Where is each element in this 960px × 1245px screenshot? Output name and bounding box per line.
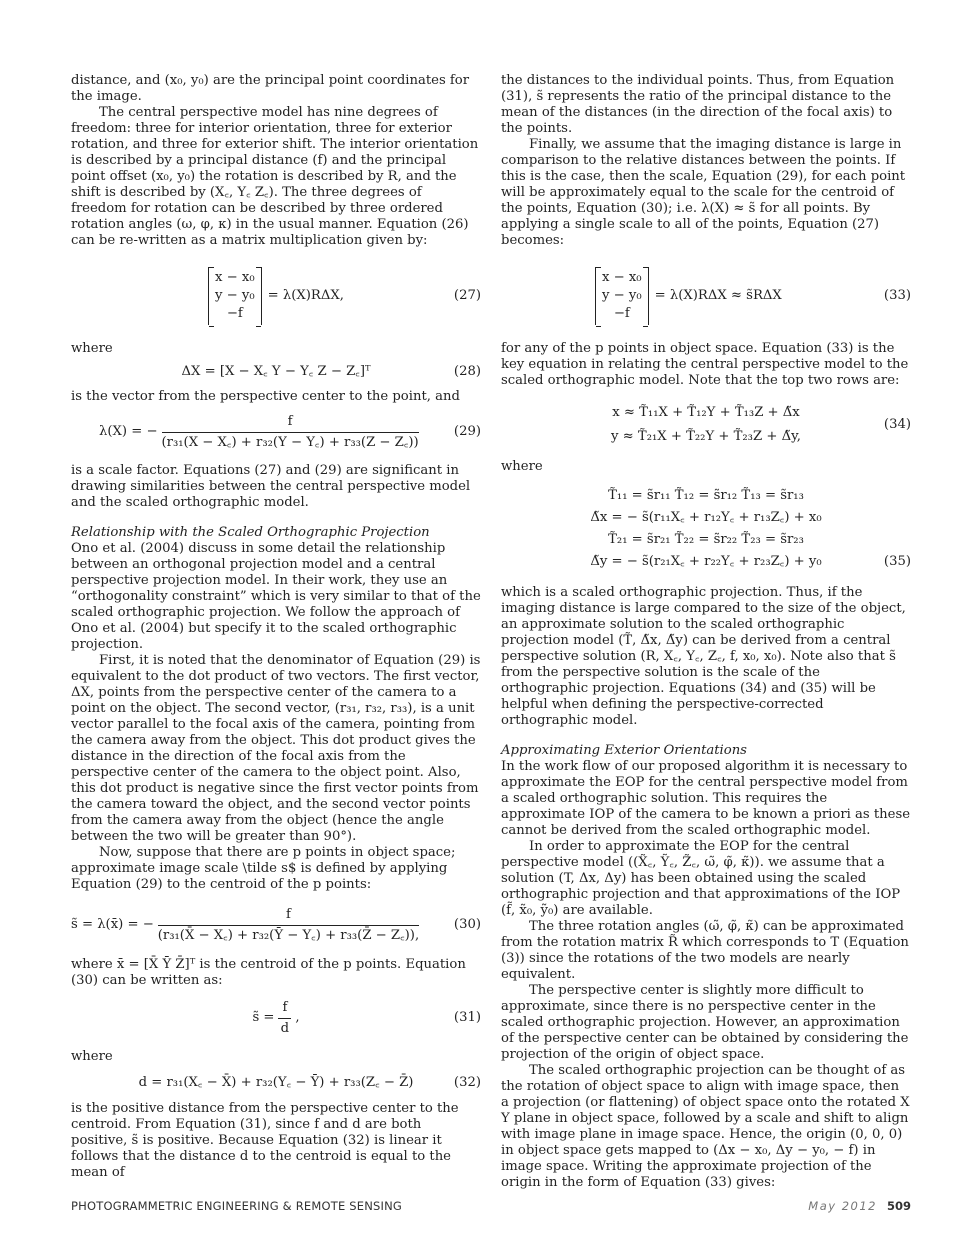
equation-number: (29) — [453, 424, 481, 439]
paragraph: the distances to the individual points. Thus, from Equation (31), s̃ represents the ratio of the principal distance to the mean of the distances (in the direction of the focal axis) to the points. — [501, 73, 895, 136]
paragraph: is the vector from the perspective center to the point, and — [71, 389, 460, 404]
journal-name: PHOTOGRAMMETRIC ENGINEERING & REMOTE SENSING — [71, 1199, 403, 1213]
matrix-row: x − x₀ — [215, 270, 255, 285]
paragraph: is the positive distance from the perspective center to the centroid. From Equation (31), since f and d are both positive, s̃ is positive. Because Equation (32) is linear it follows that the distance d to the centroid is equal to the mean of — [71, 1101, 459, 1180]
fraction — [158, 907, 419, 944]
equation-number: (33) — [883, 288, 911, 303]
equation-lhs: s̃ = λ(x̄) = − — [71, 917, 154, 932]
equation-rhs: = λ(X)RΔX, — [267, 288, 344, 303]
paragraph: The perspective center is slightly more difficult to approximate, since there is no perspective center in the scaled orthographic projection. However, an approximation of the perspective center can be obtained by considering the projection of the origin of object space. — [501, 983, 909, 1062]
paragraph: First, it is noted that the denominator of Equation (29) is equivalent to the dot product of two vectors. The first vector, ΔX, points from the perspective center of the camera to a point on the object. The second vector, (r₃₁, r₃₂, r₃₃), is a unit vector parallel to the focal axis of the camera, pointing from the camera away from the object. This dot product gives the distance in the direction of the focal axis from the perspective center of the camera to the object point. Also, this dot product is negative since the first vector points from the camera toward the object, and the second vector points from the camera away from the object (hence the angle between the two will be greater than 90°). — [71, 653, 481, 844]
equation-number: (35) — [883, 553, 911, 569]
paragraph: Ono et al. (2004) discuss in some detail the relationship between an orthogonal projection model and a central perspective projection model. In their work, they use an “orthogonality constraint” which is very similar to that of the scaled orthographic projection. We follow the approach of Ono et al. (2004) but specify it to the scaled orthographic projection. — [71, 541, 481, 652]
where-label: where — [71, 1049, 113, 1064]
section-heading: Relationship with the Scaled Orthographic Projection — [71, 525, 430, 540]
equation-number: (31) — [453, 1010, 481, 1025]
paragraph: Now, suppose that there are p points in object space; approximate image scale \tilde s$ is defined by applying Equation (29) to the centroid of the p points: — [71, 845, 456, 892]
paragraph: where x̄ = [X̄ Ȳ Z̄]ᵀ is the centroid of the p points. Equation (30) can be written as: — [71, 957, 466, 988]
equation-line: T̃₂₁ = s̃r₂₁ T̃₂₂ = s̃r₂₂ T̃₂₃ = s̃r₂₃ — [608, 532, 804, 547]
equation-lines — [611, 405, 801, 445]
paragraph: distance, and (x₀, y₀) are the principal point coordinates for the image. — [71, 73, 470, 104]
equation-rhs: = λ(X)RΔX ≈ s̃RΔX — [654, 288, 782, 303]
right-column — [501, 73, 911, 1191]
equation-30 — [71, 901, 481, 949]
equation-tail: , — [295, 1010, 300, 1025]
equation-lhs: s̃ = — [252, 1010, 275, 1025]
equation-33 — [501, 263, 911, 329]
equation-number: (34) — [883, 417, 911, 432]
equation-27 — [71, 263, 481, 329]
numerator: f — [278, 1000, 291, 1019]
equation-body: d = r₃₁(X꜀ − X̄) + r₃₂(Y꜀ − Ȳ) + r₃₃(Z꜀ − Z̄) — [138, 1075, 414, 1090]
equation-number: (30) — [453, 917, 481, 932]
equation-body: ΔX = [X − X꜀ Y − Y꜀ Z − Z꜀]ᵀ — [181, 364, 371, 379]
equation-lines — [590, 488, 821, 570]
matrix-row: −f — [613, 306, 630, 321]
equation-line: T̃₁₁ = s̃r₁₁ T̃₁₂ = s̃r₁₂ T̃₁₃ = s̃r₁₃ — [608, 488, 804, 503]
paragraph: The scaled orthographic projection can be thought of as the rotation of object space to align with image space, then a projection (or flattening) of object space onto the rotated X Y plane in object space, followed by a scale and shift to align with image plane in image space. Hence, the origin (0, 0, 0) in object space gets mapped to (Δx − x₀, Δy − y₀, − f) in image space. Writing the approximate projection of the origin in the form of Equation (33) gives: — [501, 1063, 910, 1190]
where-label: where — [501, 459, 543, 474]
equation-lhs: λ(X) = − — [99, 424, 158, 439]
page-number: 509 — [886, 1199, 911, 1213]
paragraph: which is a scaled orthographic projection. Thus, if the imaging distance is large compared to the size of the object, an approximate solution to the scaled orthographic projection model (T̃, Δ̃x, Δ̃y) can be derived from a central perspective solution (R, X꜀, Y꜀, Z꜀, f, x₀, x₀). Note also that s̃ from the perspective solution is the scale of the orthographic projection. Equations (34) and (35) will be helpful when defining the perspective-corrected orthographic model. — [501, 585, 906, 728]
paragraph: for any of the p points in object space. Equation (33) is the key equation in relating the central perspective model to the scaled orthographic model. Note that the top two rows are: — [501, 341, 909, 388]
equation-31 — [71, 993, 481, 1043]
matrix — [208, 267, 262, 325]
left-column — [71, 73, 481, 1181]
equation-line: Δ̃y = − s̃(r₂₁X꜀ + r₂₂Y꜀ + r₂₃Z꜀) + y₀ — [590, 554, 822, 569]
equation-line: Δ̃x = − s̃(r₁₁X꜀ + r₁₂Y꜀ + r₁₃Z꜀) + x₀ — [590, 510, 822, 525]
equation-32 — [71, 1071, 481, 1095]
issue-date: May 2012 — [808, 1199, 877, 1213]
matrix — [595, 267, 649, 325]
paragraph: In the work flow of our proposed algorithm it is necessary to approximate the EOP for the central perspective model from a scaled orthographic solution. This requires the approximate IOP of the camera to be known a priori as these cannot be derived from the scaled orthographic model. — [501, 759, 911, 838]
section-heading: Approximating Exterior Orientations — [501, 743, 747, 758]
fraction — [162, 414, 419, 451]
numerator: f — [158, 907, 419, 926]
paragraph: is a scale factor. Equations (27) and (29) are significant in drawing similarities between the central perspective model and the scaled orthographic model. — [71, 463, 471, 510]
paragraph: The central perspective model has nine degrees of freedom: three for interior orientation, three for exterior rotation, and three for exterior shift. The interior orientation is described by a principal distance (f) and the principal point offset (x₀, y₀) the rotation is described by R, and the shift is described by (X꜀, Y꜀ Z꜀). The three degrees of freedom for rotation can be described by three ordered rotation angles (ω, φ, κ) in the usual manner. Equation (26) can be re-written as a matrix multiplication given by: — [71, 105, 479, 248]
matrix-row: y − y₀ — [215, 288, 255, 303]
denominator: d — [280, 1020, 290, 1036]
page-footer — [71, 1199, 911, 1217]
equation-line: y ≈ T̃₂₁X + T̃₂₂Y + T̃₂₃Z + Δ̃y, — [611, 429, 801, 444]
where-label: where — [71, 341, 113, 356]
equation-number: (27) — [453, 288, 481, 303]
equation-28 — [71, 361, 481, 383]
equation-number: (32) — [453, 1075, 481, 1090]
paragraph: In order to approximate the EOP for the central perspective model ((X̃꜀, Ỹ꜀, Z̃꜀, ω̃, φ̃, κ̃)). we assume that a solution (T, Δx, Δy) has been obtained using the scaled orthographic projection and that approximations of the IOP (f̃, x̃₀, ỹ₀) are available. — [501, 839, 901, 918]
numerator: f — [162, 414, 419, 433]
equation-35 — [501, 481, 911, 577]
matrix-row: y − y₀ — [602, 288, 642, 303]
equation-line: x ≈ T̃₁₁X + T̃₁₂Y + T̃₁₃Z + Δ̃x — [612, 405, 800, 420]
fraction — [278, 1000, 291, 1037]
matrix-row: −f — [226, 306, 243, 321]
equation-29 — [71, 409, 481, 455]
paragraph: Finally, we assume that the imaging distance is large in comparison to the relative distances between the points. If this is the case, then the scale, Equation (29), for each point will be approximately equal to the scale for the centroid of the points, Equation (30); i.e. λ(X) ≈ s̃ for all points. By applying a single scale to all of the points, Equation (27) becomes: — [501, 137, 906, 248]
equation-number: (28) — [453, 364, 481, 379]
denominator: (r₃₁(X̄ − X꜀) + r₃₂(Ȳ − Y꜀) + r₃₃(Z̄ − Z꜀)), — [157, 927, 420, 943]
paragraph: The three rotation angles (ω̃, φ̃, κ̃) can be approximated from the rotation matrix R̃ which corresponds to T (Equation (3)) since the rotations of the two models are nearly equivalent. — [501, 919, 909, 982]
matrix-row: x − x₀ — [602, 270, 642, 285]
denominator: (r₃₁(X − X꜀) + r₃₂(Y − Y꜀) + r₃₃(Z − Z꜀)) — [161, 434, 419, 450]
equation-34 — [501, 395, 911, 455]
